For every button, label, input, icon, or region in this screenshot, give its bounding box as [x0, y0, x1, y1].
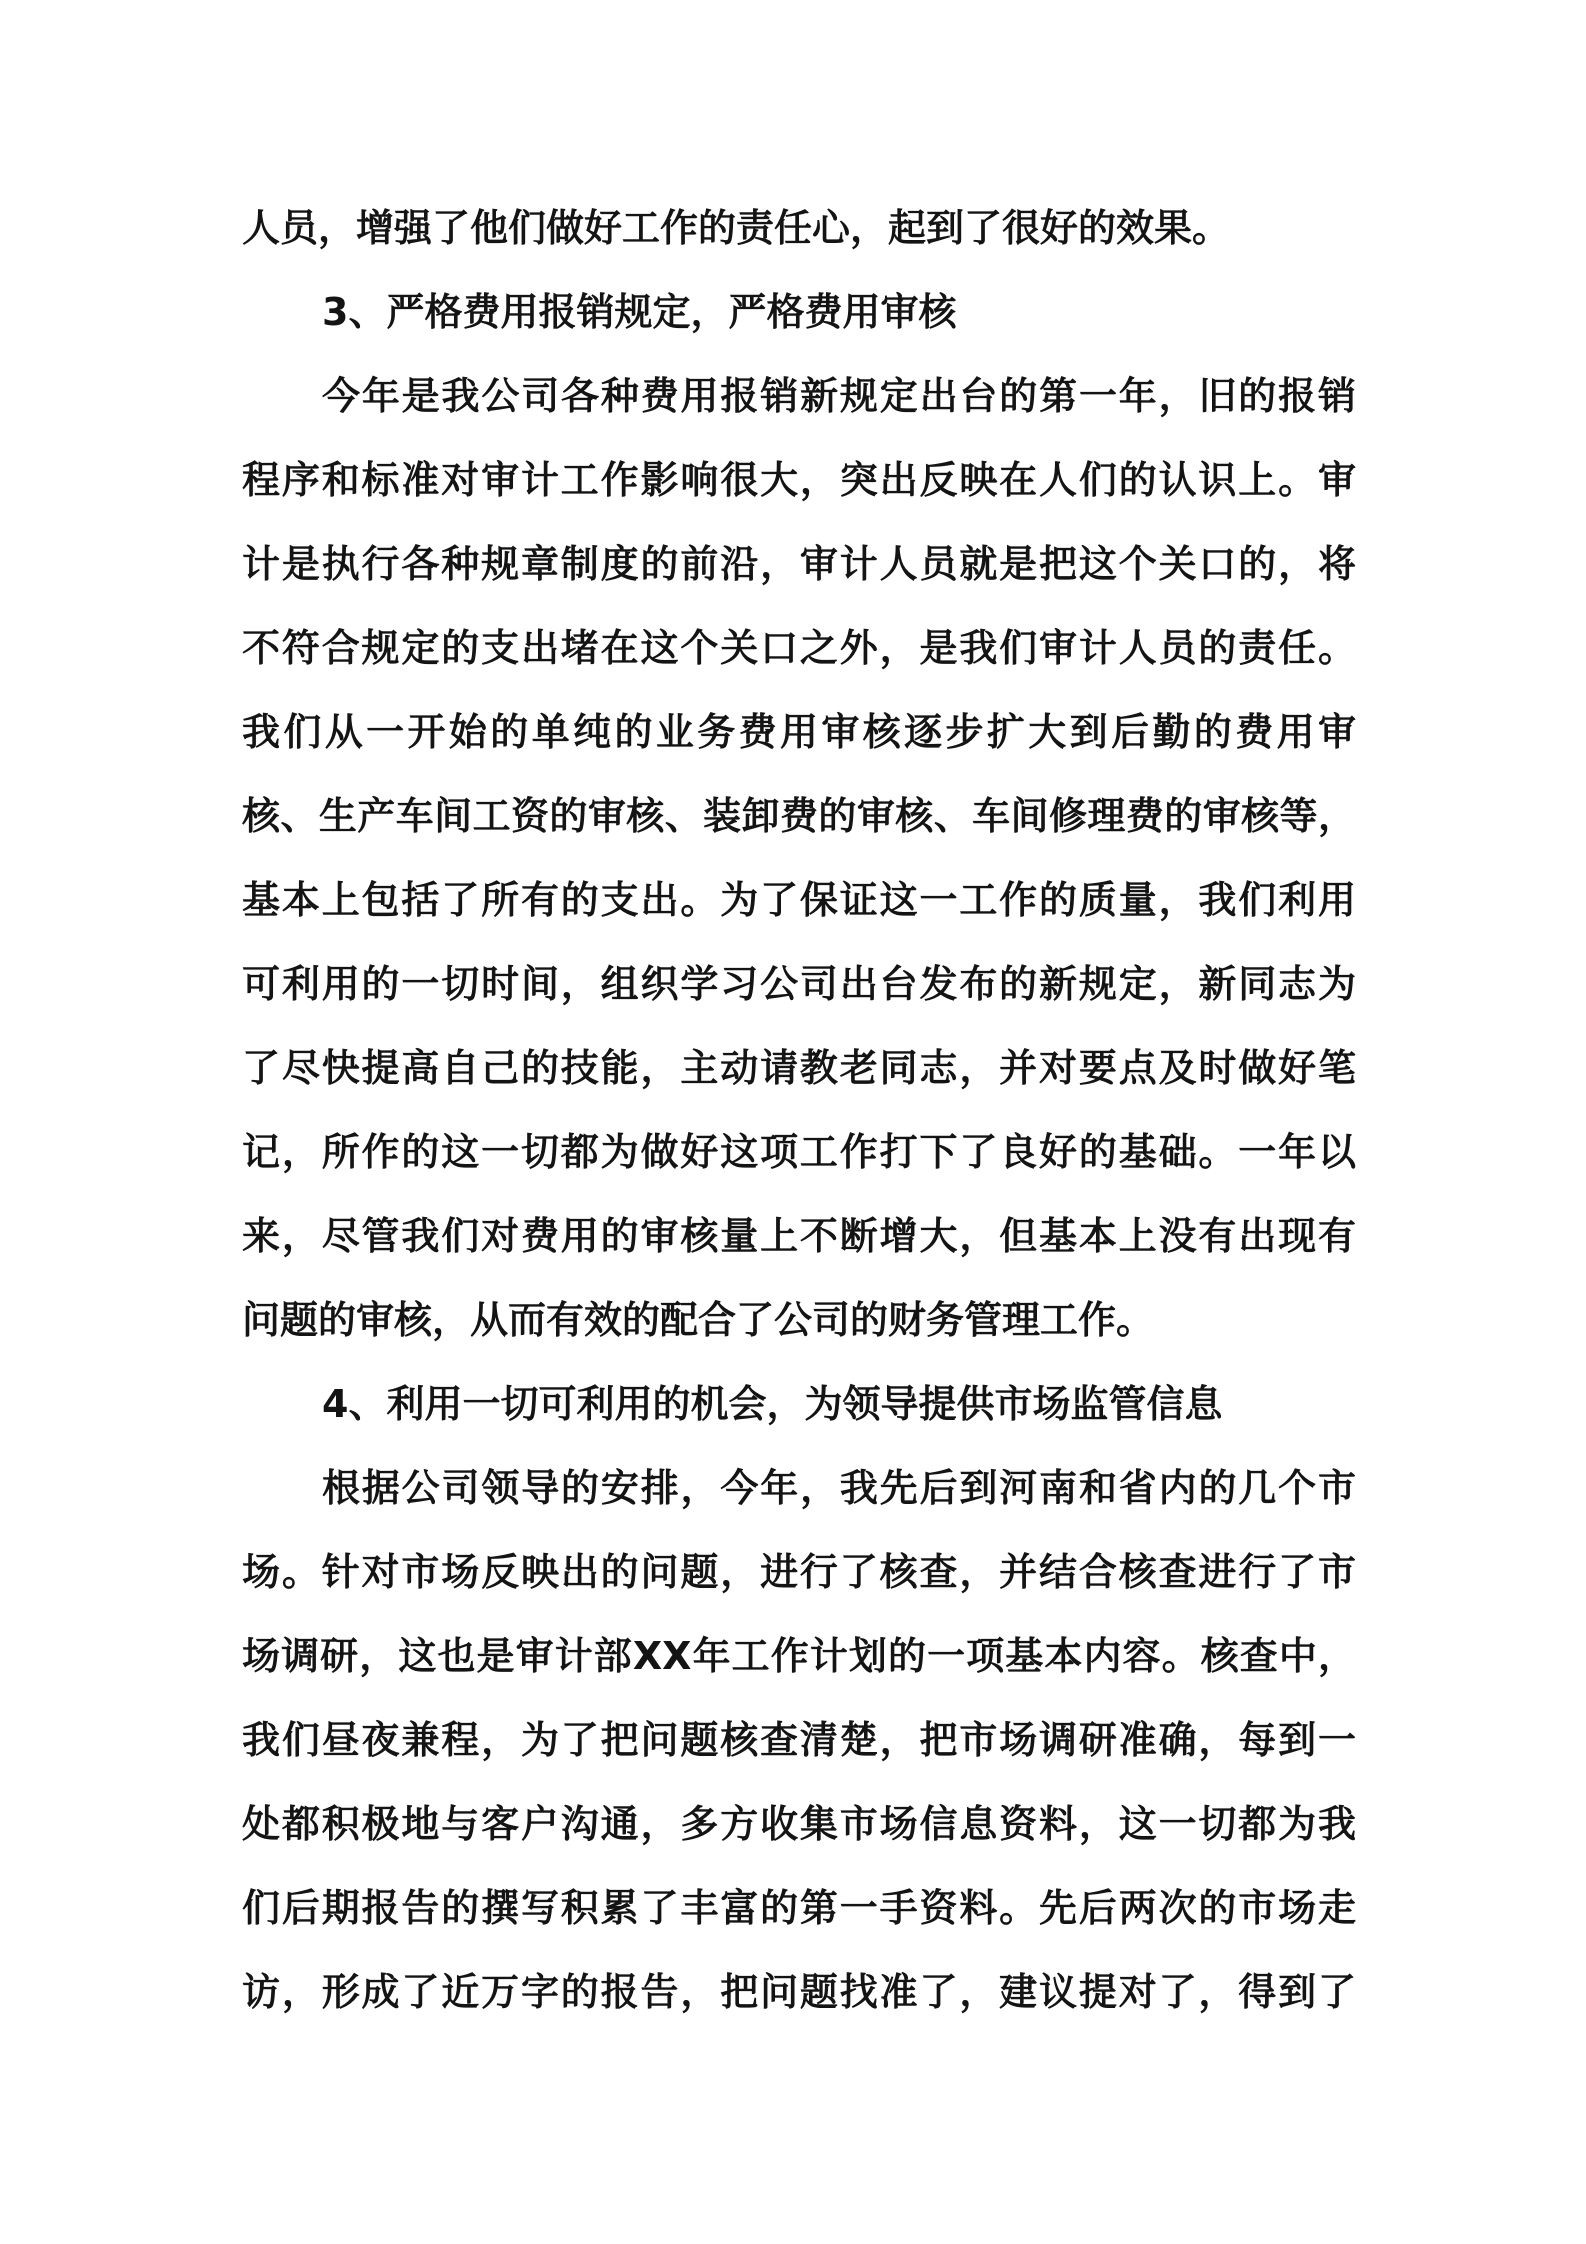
paragraph-line: 不符合规定的支出堵在这个关口之外，是我们审计人员的责任。 — [242, 626, 1356, 670]
paragraph-line: 场。针对市场反映出的问题，进行了核查，并结合核查进行了市 — [242, 1550, 1356, 1594]
paragraph-line: 们后期报告的撰写积累了丰富的第一手资料。先后两次的市场走 — [242, 1886, 1356, 1930]
document-body — [242, 186, 1356, 2034]
paragraph-line: 核、生产车间工资的审核、装卸费的审核、车间修理费的审核等， — [242, 794, 1356, 838]
paragraph-line: 记，所作的这一切都为做好这项工作打下了良好的基础。一年以 — [242, 1130, 1356, 1174]
paragraph-line: 我们昼夜兼程，为了把问题核查清楚，把市场调研准确，每到一 — [242, 1718, 1356, 1762]
paragraph-line: 了尽快提高自己的技能，主动请教老同志，并对要点及时做好笔 — [242, 1046, 1356, 1090]
paragraph-line: 场调研，这也是审计部XX年工作计划的一项基本内容。核查中， — [242, 1634, 1356, 1678]
section-heading-3: 3、严格费用报销规定，严格费用审核 — [322, 290, 957, 334]
section-heading-4: 4、利用一切可利用的机会，为领导提供市场监管信息 — [322, 1382, 1223, 1426]
paragraph-line: 人员，增强了他们做好工作的责任心，起到了很好的效果。 — [242, 206, 1231, 250]
paragraph-line: 根据公司领导的安排，今年，我先后到河南和省内的几个市 — [322, 1466, 1356, 1510]
paragraph-line: 访，形成了近万字的报告，把问题找准了，建议提对了，得到了 — [242, 1970, 1356, 2014]
paragraph-line: 今年是我公司各种费用报销新规定出台的第一年，旧的报销 — [322, 374, 1356, 418]
paragraph-line: 问题的审核，从而有效的配合了公司的财务管理工作。 — [242, 1298, 1155, 1342]
paragraph-line: 基本上包括了所有的支出。为了保证这一工作的质量，我们利用 — [242, 878, 1356, 922]
paragraph-line: 程序和标准对审计工作影响很大，突出反映在人们的认识上。审 — [242, 458, 1356, 502]
paragraph-line: 我们从一开始的单纯的业务费用审核逐步扩大到后勤的费用审 — [242, 710, 1356, 754]
paragraph-line: 计是执行各种规章制度的前沿，审计人员就是把这个关口的，将 — [242, 542, 1356, 586]
paragraph-line: 可利用的一切时间，组织学习公司出台发布的新规定，新同志为 — [242, 962, 1356, 1006]
paragraph-line: 来，尽管我们对费用的审核量上不断增大，但基本上没有出现有 — [242, 1214, 1356, 1258]
paragraph-line: 处都积极地与客户沟通，多方收集市场信息资料，这一切都为我 — [242, 1802, 1356, 1846]
